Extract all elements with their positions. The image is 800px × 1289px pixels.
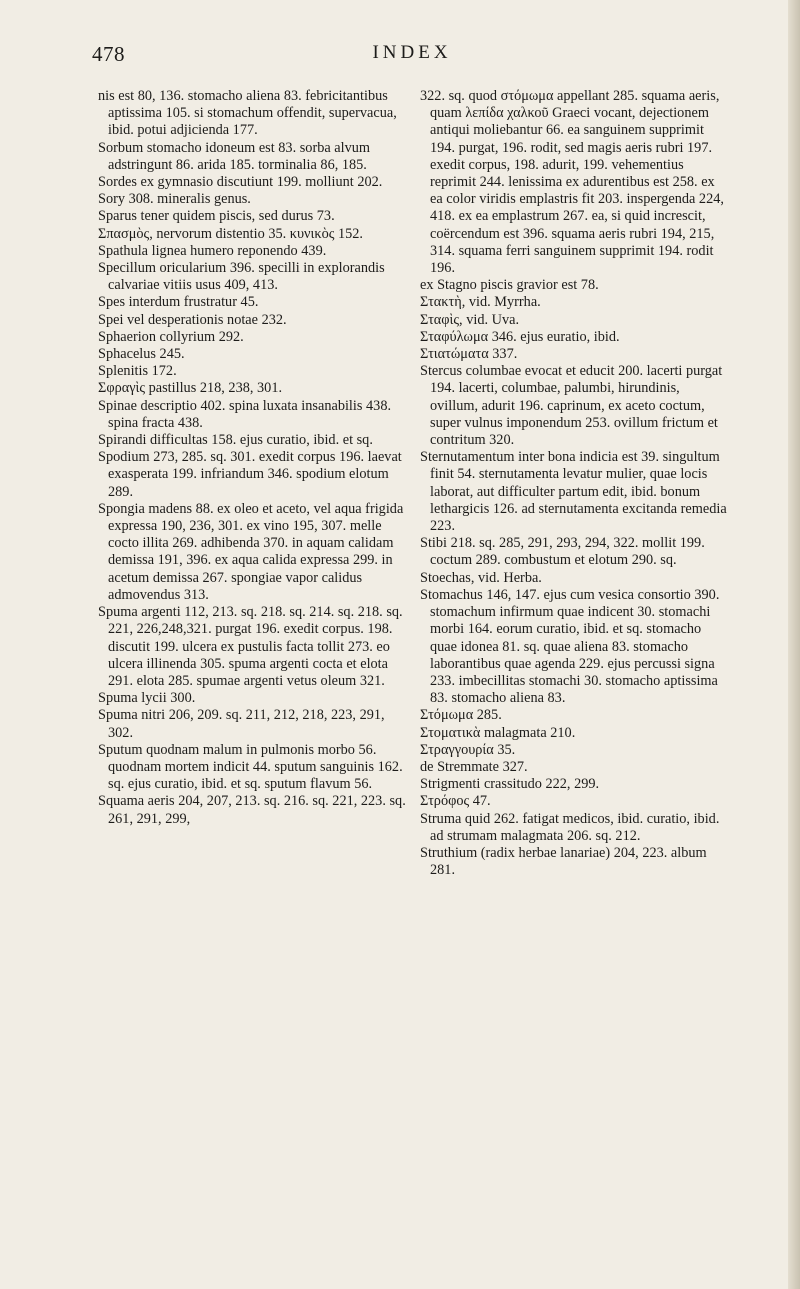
index-entry: Spathula lignea humero reponendo 439. [98, 242, 327, 259]
index-entry: Sphacelus 245. [98, 346, 185, 363]
index-entry: Spuma nitri 206, 209. sq. 211, 212, 218, 223, 291, 302. [98, 707, 385, 741]
index-column-right [420, 88, 730, 879]
index-entry: Στακτὴ, vid. Myrrha. [420, 294, 541, 311]
index-entry: Sphaerion collyrium 292. [98, 328, 244, 345]
index-entry: Sternutamentum inter bona indicia est 39. singultum finit 54. sternutamenta levatur mulier, quae locis laborat, aut difficulter partum edit, ibid. bonum lethargicis 126. ad sternutamenta excitanda remedia 223. [420, 449, 727, 535]
index-entry: Sory 308. mineralis genus. [98, 191, 251, 208]
index-entry: Struthium (radix herbae lanariae) 204, 223. album 281. [420, 844, 707, 879]
index-column-left [98, 88, 408, 828]
index-entry: Spinae descriptio 402. spina luxata insanabilis 438. spina fracta 438. [98, 397, 392, 431]
index-entry: 322. sq. quod στόμωμα appellant 285. squama aeris, quam λεπίδα χαλκοῦ Graeci vocant, dejectionem antiqui moliebantur 66. ea sanguinem supprimit 194. purgat, 196. rodit, sed magis aeris rubri 197. exedit corpus, 198. adurit, 199. vehementius reprimit 244. lenissima ex adurentibus est 258. ex ea color viridis emplastris fit 203. inspergenda 224, 418. ex ea emplastrum 267. ea, si quid increscit, coërcendum est 396. squama aeris rubri 194, 215, 314. squama ferri sanguinem supprimit 194. rodit 196. [420, 88, 724, 277]
index-entry: ex Stagno piscis gravior est 78. [420, 277, 599, 294]
index-entry: Sordes ex gymnasio discutiunt 199. molliunt 202. [98, 174, 383, 191]
index-entry: Spongia madens 88. ex oleo et aceto, vel aqua frigida expressa 190, 236, 301. ex vino 195, 307. melle cocto illita 269. adhibenda 370. in aquam calidam demissa 191, 396. ex aqua calida expressa 299. in acetum demissa 267. spongiae vapor calidus admovendus 313. [98, 500, 404, 603]
index-entry: Sputum quodnam malum in pulmonis morbo 56. quodnam mortem indicit 44. sputum sanguinis 162. sq. ejus curatio, ibid. et sq. sputum flavum 56. [98, 741, 403, 793]
page-header [92, 42, 732, 70]
index-entry: Στόμωμα 285. [420, 707, 502, 724]
index-entry: Στραγγουρία 35. [420, 741, 516, 758]
index-entry: Stomachus 146, 147. ejus cum vesica consortio 390. stomachum infirmum quae indicent 30. stomachi morbi 164. eorum curatio, ibid. et sq. stomacho quae idonea 81. sq. quae aliena 83. stomacho laborantibus quae agenda 229. ejus percussi signa 233. imbecillitas stomachi 30. stomacho aptissima 83. stomacho aliena 83. [420, 586, 720, 707]
index-entry: Struma quid 262. fatigat medicos, ibid. curatio, ibid. ad strumam malagmata 206. sq. 212. [420, 810, 720, 844]
index-entry: Spuma lycii 300. [98, 690, 196, 707]
index-entry: Stercus columbae evocat et educit 200. lacerti purgat 194. lacerti, columbae, palumbi, hirundinis, ovillum, adurit 196. caprinum, ex aceto coctum, super vulnus imponendum 253. ovillum frictum et contritum 320. [420, 363, 723, 449]
index-entry: Sorbum stomacho idoneum est 83. sorba alvum adstringunt 86. arida 185. torminalia 86, 185. [98, 139, 371, 173]
index-entry: Spei vel desperationis notae 232. [98, 311, 287, 328]
index-entry: de Stremmate 327. [420, 758, 528, 775]
index-entry: Squama aeris 204, 207, 213. sq. 216. sq. 221, 223. sq. 261, 291, 299, [98, 793, 406, 827]
index-entry: Spirandi difficultas 158. ejus curatio, ibid. et sq. [98, 432, 373, 449]
running-title: INDEX [372, 42, 452, 63]
index-entry: Spuma argenti 112, 213. sq. 218. sq. 214. sq. 218. sq. 221, 226,248,321. purgat 196. exedit corpus. 198. discutit 199. ulcera ex pustulis facta tollit 273. eo ulcera illinenda 305. spuma argenti cocta et elota 291. elota 285. spumae argenti vetus oleum 321. [98, 604, 403, 689]
page-number: 478 [92, 42, 125, 66]
index-entry: Στιατώματα 337. [420, 346, 518, 363]
index-entry: Stoechas, vid. Herba. [420, 569, 542, 586]
index-entry: Specillum oricularium 396. specilli in explorandis calvariae vitiis usus 409, 413. [98, 260, 385, 294]
page-edge [788, 0, 800, 1289]
index-entry: Stibi 218. sq. 285, 291, 293, 294, 322. mollit 199. coctum 289. combustum et elotum 290. sq. [420, 535, 705, 569]
index-entry: Στρόφος 47. [420, 793, 491, 810]
index-entry: Spodium 273, 285. sq. 301. exedit corpus 196. laevat exasperata 199. infriandum 346. spodium elotum 289. [98, 449, 402, 500]
index-entry: Στοματικὰ malagmata 210. [420, 724, 576, 741]
index-entry: Splenitis 172. [98, 363, 177, 380]
index-entry: nis est 80, 136. stomacho aliena 83. febricitantibus aptissima 105. si stomachum offendit, supervacua, ibid. potui adjicienda 177. [98, 88, 397, 139]
index-entry: Σφραγὶς pastillus 218, 238, 301. [98, 380, 283, 397]
index-entry: Σταφύλωμα 346. ejus euratio, ibid. [420, 328, 620, 345]
index-entry: Spes interdum frustratur 45. [98, 294, 259, 311]
index-entry: Σταφὶς, vid. Uva. [420, 311, 520, 328]
index-entry: Strigmenti crassitudo 222, 299. [420, 776, 600, 793]
index-entry: Σπασμὸς, nervorum distentio 35. κυνικὸς 152. [98, 225, 363, 242]
index-entry: Sparus tener quidem piscis, sed durus 73. [98, 208, 335, 225]
